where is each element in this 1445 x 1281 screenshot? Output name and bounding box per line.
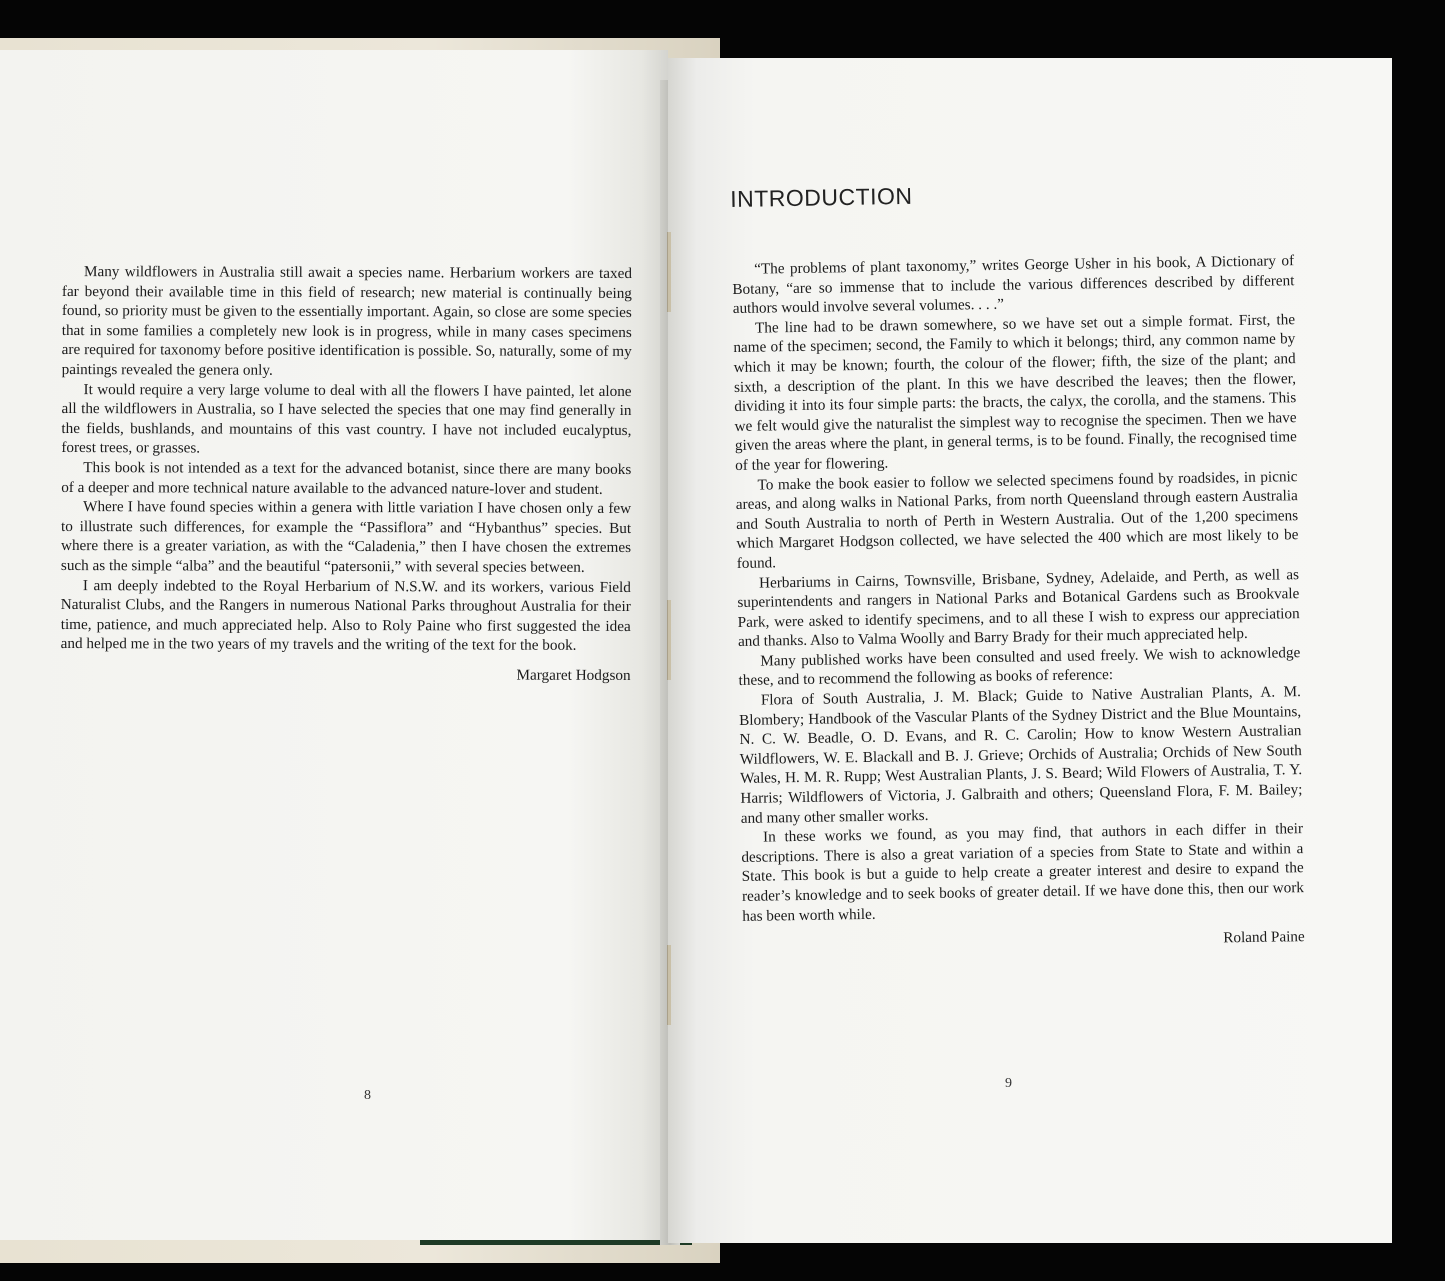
paragraph: The line had to be drawn somewhere, so we have set out a simple format. First, the name of the specimen; second, the Family to which it belongs; third, any common name by which it may be known; fourth, the colour of the flower; fifth, the size of the plant; and sixth, a description of the plant. In this we have described the leaves; then the flower, dividing it into its four simple parts: the bracts, the calyx, the corolla, and the stamens. This we felt would give the naturalist the simplest way to recognise the specimen. Then we have given the areas where the plant, in general terms, is to be found. Finally, the recognised time of the year for flowering. [733, 310, 1297, 474]
paragraph: In these works we found, as you may find, that authors in each differ in their descriptions. There is also a great variation of a species from State to State and within a State. This book is but a guide to help create a greater interest and desire to expand the reader’s knowledge and to seek books of greater detail. If we have done this, then our work has been worth while. [741, 820, 1305, 925]
paragraph: This book is not intended as a text for the advanced botanist, since there are many books of a deeper and more technical nature available to the advanced nature-lover and student. [61, 459, 632, 498]
paragraph: Many published works have been consulted and used freely. We wish to acknowledge these, and to recommend the following as books of reference: [738, 643, 1301, 690]
paragraph: I am deeply indebted to the Royal Herbarium of N.S.W. and its workers, various Field Naturalist Clubs, and the Rangers in numerous National Parks throughout Australia for their time, patience, and much appreciated help. Also to Roly Paine who first suggested the idea and helped me in the two years of my travels and the writing of the text for the book. [60, 576, 631, 655]
signature-roland-paine: Roland Paine [1223, 928, 1305, 947]
binding-thread [667, 600, 671, 680]
paragraph: To make the book easier to follow we selected specimens found by roadsides, in picnic areas, and along walks in National Parks, from north Queensland through eastern Australia and South Australia to north of Perth in Western Australia. Out of the 1,200 specimens which Margaret Hodgson collected, we have selected the 400 which are most likely to be found. [735, 467, 1299, 572]
right-page-body [732, 251, 1305, 956]
paragraph: Where I have found species within a genera with little variation I have chosen only a few to illustrate such differences, for example the “Passiflora” and “Hybanthus” species. But where there is a greater variation, as with the “Caladenia,” then I have chosen the extremes such as the simple “alba” and the beautiful “patersonii,” with several species between. [60, 498, 632, 576]
page-heading: INTRODUCTION [730, 182, 913, 212]
paragraph: “The problems of plant taxonomy,” writes George Usher in his book, A Dictionary of Botany, “are so immense that to include the various differences described by different authors would involve several volumes. . . .” [732, 252, 1295, 318]
signature-margaret-hodgson: Margaret Hodgson [516, 666, 631, 684]
binding-thread [667, 945, 671, 1025]
left-page-body [61, 262, 632, 685]
page-number-right: 9 [1005, 1076, 1012, 1091]
paragraph: Herbariums in Cairns, Townsville, Brisbane, Sydney, Adelaide, and Perth, as well as superintendents and rangers in National Parks and Botanical Gardens such as Brookvale Park, were asked to identify specimens, and to all these I wish to express our appreciation and thanks. Also to Valma Woolly and Barry Brady for their much appreciated help. [737, 565, 1300, 651]
paragraph: Flora of South Australia, J. M. Black; Guide to Native Australian Plants, A. M. Blombery; Handbook of the Vascular Plants of the Sydney District and the Blue Mountains, N. C. W. Beadle, O. D. Evans, and R. C. Carolin; How to know Western Australian Wildflowers, W. E. Blackall and B. J. Grieve; Orchids of Australia; Orchids of New South Wales, H. M. R. Rupp; West Australian Plants, J. S. Beard; Wild Flowers of Australia, T. Y. Harris; Wildflowers of Victoria, J. Galbraith and others; Queensland Flora, F. M. Bailey; and many other smaller works. [739, 683, 1303, 827]
page-number-left: 8 [364, 1088, 371, 1103]
paragraph: It would require a very large volume to deal with all the flowers I have painted, let alone all the wildflowers in Australia, so I have selected the species that one may find generally in the fields, bushlands, and mountains of this vast country. I have not included eucalyptus, forest trees, or grasses. [61, 380, 632, 457]
binding-thread [667, 232, 671, 312]
paragraph: Many wildflowers in Australia still await a species name. Herbarium workers are taxed far beyond their available time in this field of research; new material is continually being found, so priority must be given to the essentially important. Again, so close are some species that in some families a completely new look is in progress, while in many cases specimens are required for taxonomy before positive identification is possible. So, naturally, some of my paintings revealed the genera only. [61, 263, 632, 379]
